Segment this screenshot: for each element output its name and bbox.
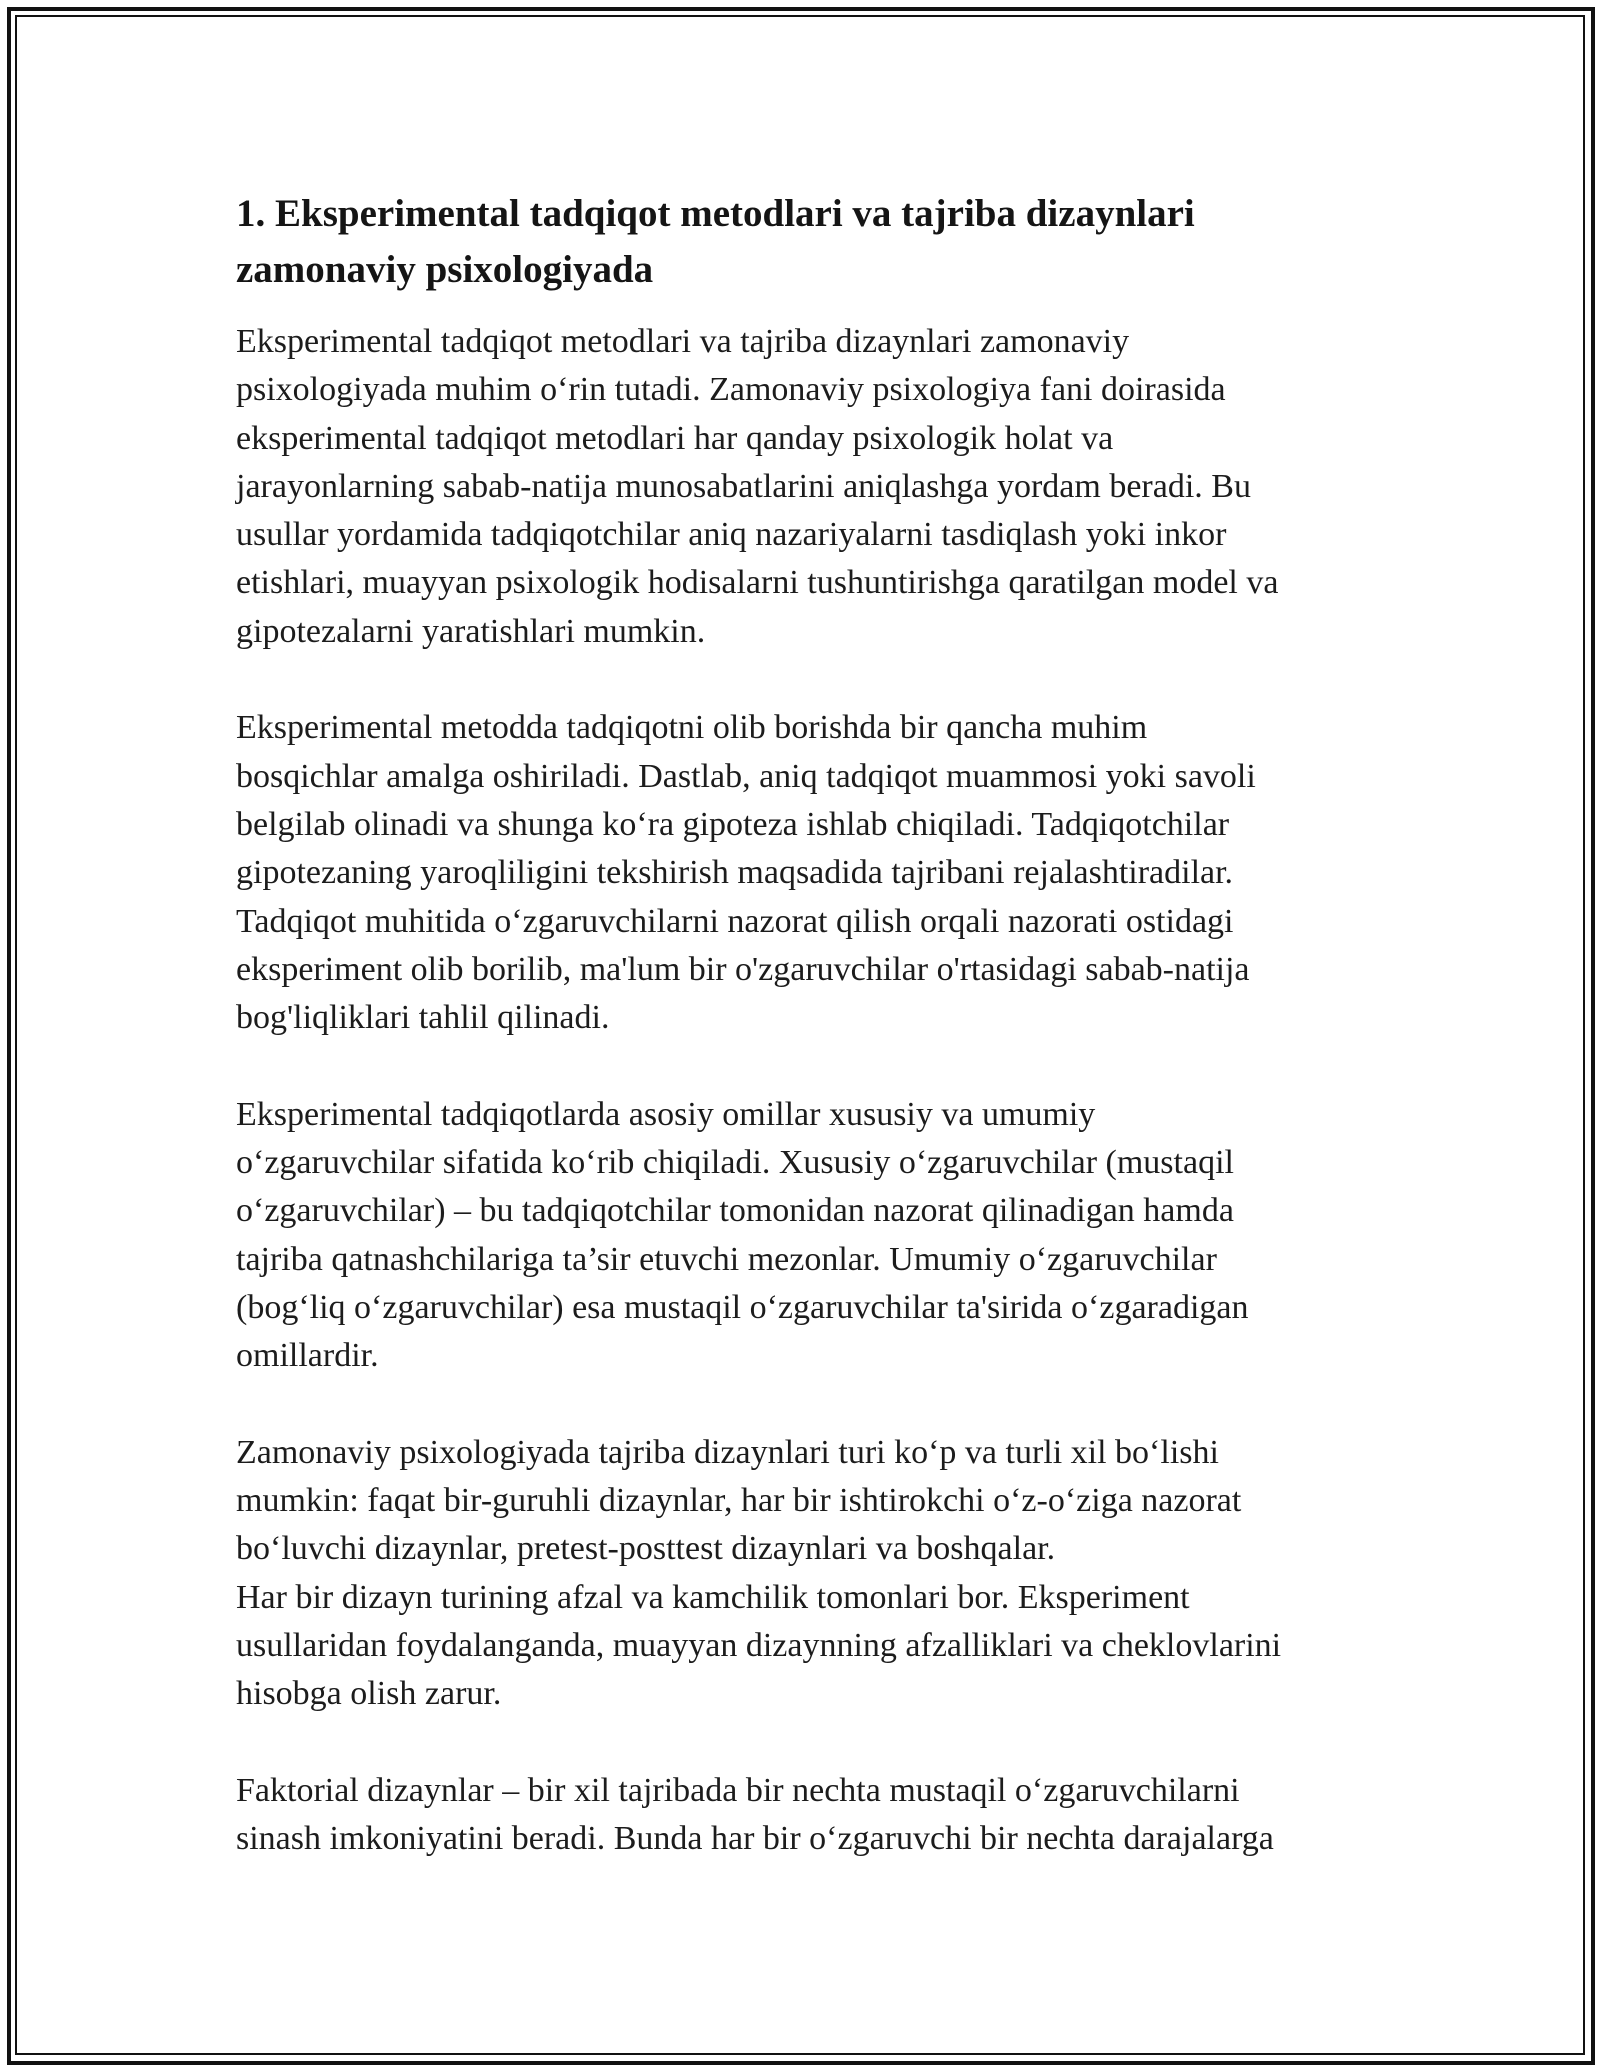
text-line: sinash imkoniyatini beradi. Bunda har bir o‘zgaruvchi bir nechta darajalarga <box>236 1820 1274 1858</box>
text-line: Eksperimental tadqiqotlarda asosiy omillar xususiy va umumiy <box>236 1095 1096 1133</box>
text-line: jarayonlarning sabab-natija munosabatlarini aniqlashga yordam beradi. Bu <box>236 467 1251 505</box>
section-title-line: 1. Eksperimental tadqiqot metodlari va tajriba dizaynlari <box>236 192 1195 235</box>
text-line: Zamonaviy psixologiyada tajriba dizaynlari turi ko‘p va turli xil bo‘lishi <box>236 1433 1219 1471</box>
paragraph <box>236 318 1371 656</box>
paragraph <box>236 704 1371 1042</box>
section-title-line: zamonaviy psixologiyada <box>236 248 654 291</box>
text-line: mumkin: faqat bir-guruhli dizaynlar, har bir ishtirokchi o‘z-o‘ziga nazorat <box>236 1482 1242 1520</box>
text-line: usullar yordamida tadqiqotchilar aniq nazariyalarni tasdiqlash yoki inkor <box>236 516 1227 554</box>
text-line: bog'liqliklari tahlil qilinadi. <box>236 999 610 1037</box>
text-line: o‘zgaruvchilar sifatida ko‘rib chiqiladi. Xususiy o‘zgaruvchilar (mustaqil <box>236 1144 1234 1182</box>
text-line: tajriba qatnashchilariga ta’sir etuvchi mezonlar. Umumiy o‘zgaruvchilar <box>236 1240 1217 1278</box>
text-line: belgilab olinadi va shunga ko‘ra gipoteza ishlab chiqiladi. Tadqiqotchilar <box>236 805 1230 843</box>
text-line: gipotezalarni yaratishlari mumkin. <box>236 612 706 650</box>
text-line: Faktorial dizaynlar – bir xil tajribada bir nechta mustaqil o‘zgaruvchilarni <box>236 1771 1240 1809</box>
text-line: Eksperimental tadqiqot metodlari va tajriba dizaynlari zamonaviy <box>236 323 1130 360</box>
text-line: bo‘luvchi dizaynlar, pretest-posttest dizaynlari va boshqalar. <box>236 1530 1056 1568</box>
text-line: Har bir dizayn turining afzal va kamchilik tomonlari bor. Eksperiment <box>236 1578 1190 1616</box>
paragraph <box>236 1767 1371 1864</box>
text-line: eksperimental tadqiqot metodlari har qanday psixologik holat va <box>236 419 1114 457</box>
text-line: Tadqiqot muhitida o‘zgaruvchilarni nazorat qilish orqali nazorati ostidagi <box>236 902 1234 940</box>
text-line: etishlari, muayyan psixologik hodisalarni tushuntirishga qaratilgan model va <box>236 564 1279 602</box>
paragraph <box>236 1091 1371 1381</box>
text-line: omillardir. <box>236 1337 379 1375</box>
text-line: bosqichlar amalga oshiriladi. Dastlab, aniq tadqiqot muammosi yoki savoli <box>236 757 1256 795</box>
text-line: (bog‘liq o‘zgaruvchilar) esa mustaqil o‘zgaruvchilar ta'sirida o‘zgaradigan <box>236 1288 1249 1326</box>
text-line: gipotezaning yaroqliligini tekshirish maqsadida tajribani rejalashtiradilar. <box>236 854 1234 892</box>
section-title <box>236 186 1371 298</box>
text-line: usullaridan foydalanganda, muayyan dizaynning afzalliklari va cheklovlarini <box>236 1627 1282 1665</box>
text-line: psixologiyada muhim o‘rin tutadi. Zamonaviy psixologiya fani doirasida <box>236 371 1226 409</box>
document-body <box>236 186 1371 1912</box>
text-line: Eksperimental metodda tadqiqotni olib borishda bir qancha muhim <box>236 709 1148 747</box>
text-line: o‘zgaruvchilar) – bu tadqiqotchilar tomonidan nazorat qilinadigan hamda <box>236 1192 1234 1230</box>
text-line: eksperiment olib borilib, ma'lum bir o'zgaruvchilar o'rtasidagi sabab-natija <box>236 950 1250 988</box>
text-line: hisobga olish zarur. <box>236 1675 502 1713</box>
paragraph <box>236 1429 1371 1719</box>
